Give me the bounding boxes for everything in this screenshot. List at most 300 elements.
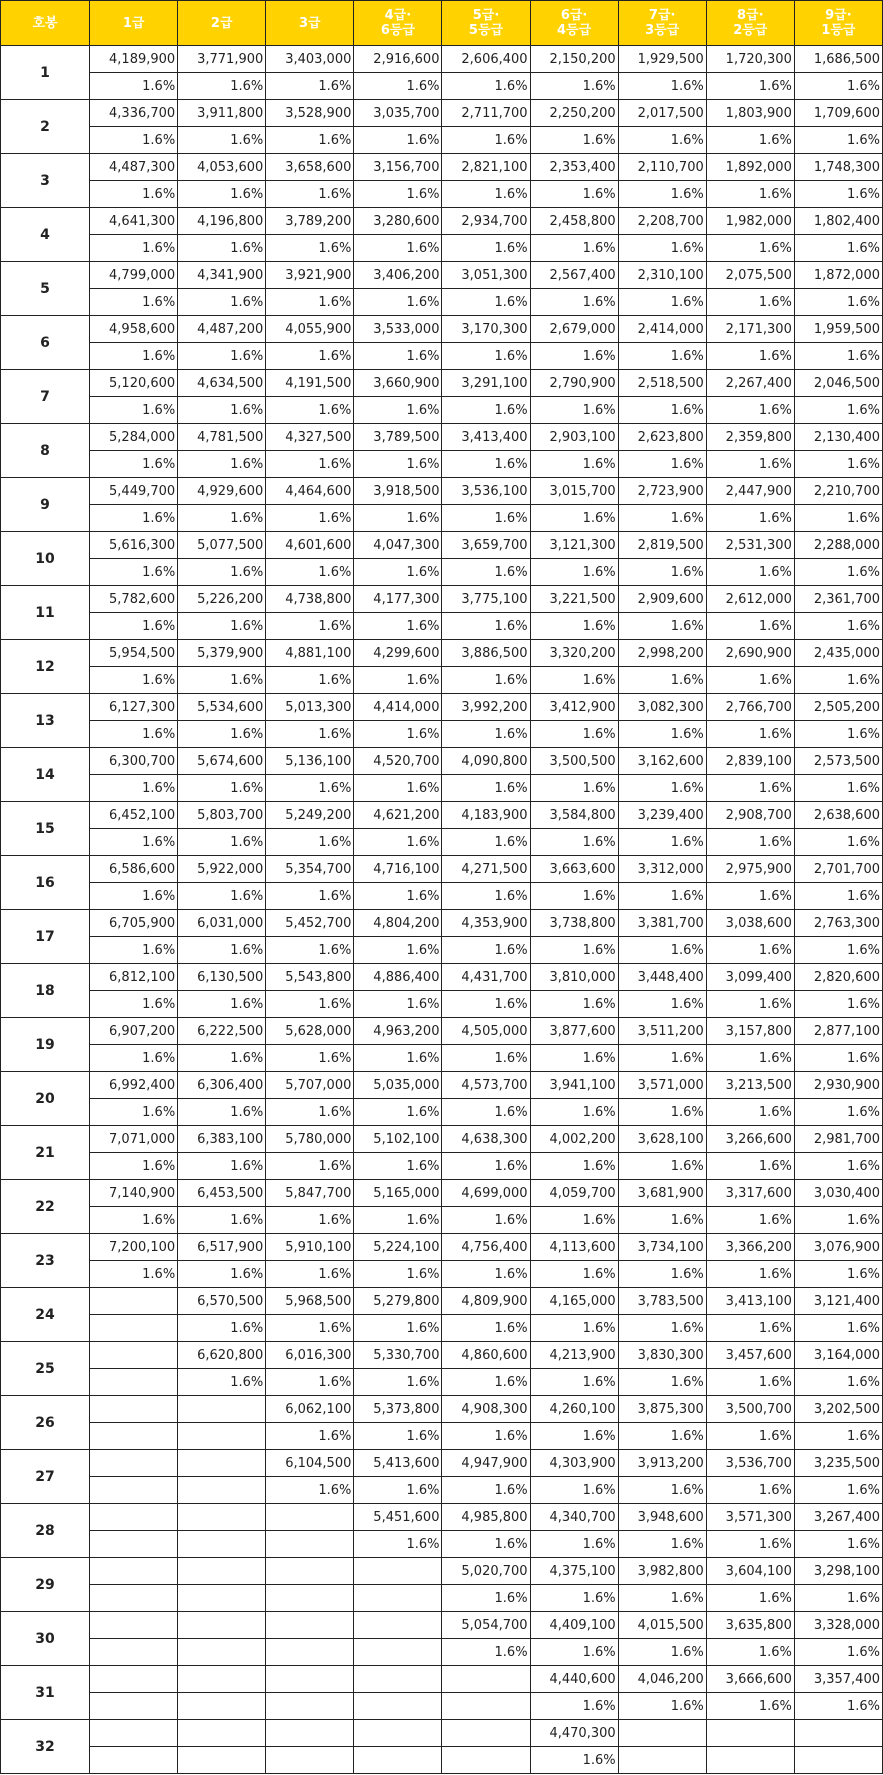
amount-cell: 4,929,600 — [178, 478, 266, 505]
amount-cell: 3,783,500 — [618, 1288, 706, 1315]
rate-cell: 1.6% — [794, 1693, 882, 1720]
rate-cell: 1.6% — [90, 1261, 178, 1288]
rate-cell — [178, 1693, 266, 1720]
rate-cell: 1.6% — [266, 235, 354, 262]
rate-cell: 1.6% — [618, 397, 706, 424]
rate-cell: 1.6% — [178, 883, 266, 910]
rate-cell: 1.6% — [442, 775, 530, 802]
table-row-amount — [1, 154, 883, 181]
rate-cell: 1.6% — [442, 559, 530, 586]
amount-cell — [266, 1666, 354, 1693]
amount-cell: 3,775,100 — [442, 586, 530, 613]
rate-cell: 1.6% — [266, 1477, 354, 1504]
rate-cell: 1.6% — [794, 127, 882, 154]
rate-cell: 1.6% — [442, 1261, 530, 1288]
rate-cell: 1.6% — [794, 181, 882, 208]
rate-cell: 1.6% — [354, 127, 442, 154]
amount-cell: 2,573,500 — [794, 748, 882, 775]
rate-cell — [90, 1315, 178, 1342]
rate-cell: 1.6% — [90, 1153, 178, 1180]
amount-cell: 2,790,900 — [530, 370, 618, 397]
amount-cell: 2,877,100 — [794, 1018, 882, 1045]
rate-cell: 1.6% — [530, 613, 618, 640]
amount-cell — [618, 1720, 706, 1747]
header-grade: 9급· 1등급 — [794, 1, 882, 46]
hobong-cell: 10 — [1, 532, 90, 586]
amount-cell: 3,202,500 — [794, 1396, 882, 1423]
amount-cell: 4,189,900 — [90, 46, 178, 73]
amount-cell: 4,213,900 — [530, 1342, 618, 1369]
table-row-amount — [1, 1126, 883, 1153]
table-row-rate — [1, 1315, 883, 1342]
amount-cell — [90, 1396, 178, 1423]
rate-cell: 1.6% — [530, 937, 618, 964]
rate-cell: 1.6% — [442, 1639, 530, 1666]
amount-cell: 3,448,400 — [618, 964, 706, 991]
table-row-amount — [1, 964, 883, 991]
hobong-cell: 24 — [1, 1288, 90, 1342]
hobong-cell: 12 — [1, 640, 90, 694]
amount-cell: 1,720,300 — [706, 46, 794, 73]
rate-cell: 1.6% — [794, 1261, 882, 1288]
amount-cell: 3,738,800 — [530, 910, 618, 937]
table-row-rate — [1, 1261, 883, 1288]
amount-cell: 3,628,100 — [618, 1126, 706, 1153]
rate-cell: 1.6% — [90, 1045, 178, 1072]
amount-cell — [90, 1450, 178, 1477]
rate-cell: 1.6% — [442, 1423, 530, 1450]
header-grade: 8급· 2등급 — [706, 1, 794, 46]
rate-cell: 1.6% — [530, 397, 618, 424]
amount-cell: 6,222,500 — [178, 1018, 266, 1045]
amount-cell: 3,911,800 — [178, 100, 266, 127]
amount-cell: 2,567,400 — [530, 262, 618, 289]
table-row-rate — [1, 1585, 883, 1612]
amount-cell: 2,701,700 — [794, 856, 882, 883]
table-row-rate — [1, 1639, 883, 1666]
amount-cell: 7,140,900 — [90, 1180, 178, 1207]
rate-cell: 1.6% — [90, 289, 178, 316]
rate-cell: 1.6% — [178, 343, 266, 370]
rate-cell: 1.6% — [90, 505, 178, 532]
rate-cell: 1.6% — [794, 1207, 882, 1234]
rate-cell: 1.6% — [90, 559, 178, 586]
amount-cell: 3,082,300 — [618, 694, 706, 721]
rate-cell: 1.6% — [354, 991, 442, 1018]
hobong-cell: 5 — [1, 262, 90, 316]
amount-cell: 4,716,100 — [354, 856, 442, 883]
rate-cell: 1.6% — [266, 1315, 354, 1342]
amount-cell: 1,892,000 — [706, 154, 794, 181]
rate-cell: 1.6% — [178, 127, 266, 154]
amount-cell: 3,500,700 — [706, 1396, 794, 1423]
amount-cell: 3,413,100 — [706, 1288, 794, 1315]
amount-cell: 2,518,500 — [618, 370, 706, 397]
amount-cell: 3,913,200 — [618, 1450, 706, 1477]
table-row-rate — [1, 1747, 883, 1774]
rate-cell: 1.6% — [530, 1747, 618, 1774]
amount-cell: 4,804,200 — [354, 910, 442, 937]
amount-cell: 4,886,400 — [354, 964, 442, 991]
rate-cell: 1.6% — [618, 1045, 706, 1072]
amount-cell: 3,403,000 — [266, 46, 354, 73]
rate-cell: 1.6% — [354, 1207, 442, 1234]
rate-cell: 1.6% — [530, 829, 618, 856]
rate-cell — [354, 1693, 442, 1720]
rate-cell: 1.6% — [530, 1423, 618, 1450]
amount-cell: 3,660,900 — [354, 370, 442, 397]
rate-cell: 1.6% — [266, 73, 354, 100]
hobong-cell: 22 — [1, 1180, 90, 1234]
amount-cell: 3,328,000 — [794, 1612, 882, 1639]
table-row-amount — [1, 1018, 883, 1045]
amount-cell: 5,413,600 — [354, 1450, 442, 1477]
rate-cell: 1.6% — [706, 1369, 794, 1396]
rate-cell: 1.6% — [706, 1585, 794, 1612]
rate-cell: 1.6% — [178, 991, 266, 1018]
amount-cell: 4,985,800 — [442, 1504, 530, 1531]
amount-cell: 6,517,900 — [178, 1234, 266, 1261]
rate-cell: 1.6% — [90, 1099, 178, 1126]
amount-cell: 3,528,900 — [266, 100, 354, 127]
amount-cell — [266, 1504, 354, 1531]
table-row-amount — [1, 532, 883, 559]
table-row-rate — [1, 343, 883, 370]
amount-cell: 2,150,200 — [530, 46, 618, 73]
amount-cell: 2,679,000 — [530, 316, 618, 343]
rate-cell: 1.6% — [618, 1423, 706, 1450]
rate-cell: 1.6% — [618, 127, 706, 154]
rate-cell: 1.6% — [442, 451, 530, 478]
amount-cell: 4,601,600 — [266, 532, 354, 559]
amount-cell: 3,221,500 — [530, 586, 618, 613]
amount-cell: 3,992,200 — [442, 694, 530, 721]
amount-cell: 2,435,000 — [794, 640, 882, 667]
amount-cell: 4,002,200 — [530, 1126, 618, 1153]
rate-cell: 1.6% — [90, 775, 178, 802]
amount-cell — [90, 1666, 178, 1693]
amount-cell: 4,047,300 — [354, 532, 442, 559]
rate-cell: 1.6% — [706, 181, 794, 208]
rate-cell: 1.6% — [530, 505, 618, 532]
table-row-rate — [1, 1153, 883, 1180]
rate-cell: 1.6% — [706, 1207, 794, 1234]
amount-cell: 5,284,000 — [90, 424, 178, 451]
rate-cell: 1.6% — [266, 397, 354, 424]
amount-cell: 5,035,000 — [354, 1072, 442, 1099]
amount-cell: 5,226,200 — [178, 586, 266, 613]
rate-cell: 1.6% — [266, 883, 354, 910]
rate-cell: 1.6% — [794, 1423, 882, 1450]
table-row-amount — [1, 100, 883, 127]
amount-cell — [266, 1558, 354, 1585]
rate-cell: 1.6% — [354, 937, 442, 964]
table-header — [1, 1, 883, 46]
rate-cell: 1.6% — [706, 505, 794, 532]
amount-cell: 2,458,800 — [530, 208, 618, 235]
rate-cell: 1.6% — [706, 667, 794, 694]
rate-cell: 1.6% — [178, 235, 266, 262]
rate-cell: 1.6% — [354, 829, 442, 856]
table-row-amount — [1, 640, 883, 667]
amount-cell: 3,571,000 — [618, 1072, 706, 1099]
table-row-amount — [1, 1234, 883, 1261]
rate-cell: 1.6% — [706, 397, 794, 424]
rate-cell: 1.6% — [794, 1639, 882, 1666]
rate-cell: 1.6% — [618, 721, 706, 748]
rate-cell: 1.6% — [354, 559, 442, 586]
rate-cell: 1.6% — [530, 721, 618, 748]
amount-cell: 3,030,400 — [794, 1180, 882, 1207]
rate-cell: 1.6% — [178, 181, 266, 208]
amount-cell: 4,809,900 — [442, 1288, 530, 1315]
rate-cell: 1.6% — [266, 775, 354, 802]
amount-cell: 3,877,600 — [530, 1018, 618, 1045]
rate-cell: 1.6% — [354, 397, 442, 424]
amount-cell: 3,076,900 — [794, 1234, 882, 1261]
amount-cell: 6,127,300 — [90, 694, 178, 721]
header-grade: 6급· 4등급 — [530, 1, 618, 46]
rate-cell: 1.6% — [618, 451, 706, 478]
amount-cell — [266, 1612, 354, 1639]
amount-cell: 2,414,000 — [618, 316, 706, 343]
amount-cell: 2,505,200 — [794, 694, 882, 721]
rate-cell: 1.6% — [354, 1099, 442, 1126]
amount-cell: 4,053,600 — [178, 154, 266, 181]
table-row-rate — [1, 1099, 883, 1126]
table-row-amount — [1, 856, 883, 883]
rate-cell: 1.6% — [178, 1207, 266, 1234]
amount-cell: 3,164,000 — [794, 1342, 882, 1369]
amount-cell: 3,830,300 — [618, 1342, 706, 1369]
rate-cell: 1.6% — [618, 1153, 706, 1180]
amount-cell: 6,300,700 — [90, 748, 178, 775]
rate-cell: 1.6% — [706, 451, 794, 478]
rate-cell: 1.6% — [178, 1369, 266, 1396]
amount-cell: 5,102,100 — [354, 1126, 442, 1153]
rate-cell: 1.6% — [90, 181, 178, 208]
rate-cell — [90, 1477, 178, 1504]
rate-cell — [90, 1693, 178, 1720]
rate-cell: 1.6% — [354, 1315, 442, 1342]
amount-cell: 3,320,200 — [530, 640, 618, 667]
amount-cell: 2,361,700 — [794, 586, 882, 613]
rate-cell: 1.6% — [706, 343, 794, 370]
table-row-amount — [1, 694, 883, 721]
table-row-amount — [1, 1288, 883, 1315]
amount-cell: 3,511,200 — [618, 1018, 706, 1045]
amount-cell: 2,930,900 — [794, 1072, 882, 1099]
amount-cell: 3,921,900 — [266, 262, 354, 289]
rate-cell — [90, 1369, 178, 1396]
rate-cell: 1.6% — [618, 235, 706, 262]
rate-cell: 1.6% — [706, 1045, 794, 1072]
rate-cell: 1.6% — [794, 1369, 882, 1396]
amount-cell: 2,690,900 — [706, 640, 794, 667]
rate-cell: 1.6% — [794, 73, 882, 100]
amount-cell — [90, 1720, 178, 1747]
amount-cell: 2,975,900 — [706, 856, 794, 883]
amount-cell — [90, 1612, 178, 1639]
rate-cell: 1.6% — [706, 1639, 794, 1666]
rate-cell: 1.6% — [618, 775, 706, 802]
amount-cell: 3,982,800 — [618, 1558, 706, 1585]
rate-cell: 1.6% — [178, 1099, 266, 1126]
rate-cell: 1.6% — [706, 1693, 794, 1720]
amount-cell: 5,077,500 — [178, 532, 266, 559]
rate-cell: 1.6% — [530, 559, 618, 586]
amount-cell: 4,947,900 — [442, 1450, 530, 1477]
amount-cell: 4,470,300 — [530, 1720, 618, 1747]
header-row — [1, 1, 883, 46]
amount-cell: 5,628,000 — [266, 1018, 354, 1045]
rate-cell: 1.6% — [530, 883, 618, 910]
rate-cell: 1.6% — [706, 829, 794, 856]
amount-cell — [178, 1504, 266, 1531]
amount-cell: 5,616,300 — [90, 532, 178, 559]
rate-cell: 1.6% — [530, 451, 618, 478]
amount-cell: 2,623,800 — [618, 424, 706, 451]
rate-cell: 1.6% — [354, 343, 442, 370]
amount-cell: 2,171,300 — [706, 316, 794, 343]
amount-cell: 2,839,100 — [706, 748, 794, 775]
rate-cell: 1.6% — [442, 1585, 530, 1612]
rate-cell: 1.6% — [618, 1693, 706, 1720]
amount-cell: 3,536,100 — [442, 478, 530, 505]
rate-cell: 1.6% — [530, 1531, 618, 1558]
table-row-rate — [1, 1531, 883, 1558]
hobong-cell: 1 — [1, 46, 90, 100]
amount-cell: 3,157,800 — [706, 1018, 794, 1045]
amount-cell: 6,570,500 — [178, 1288, 266, 1315]
header-grade: 5급· 5등급 — [442, 1, 530, 46]
rate-cell: 1.6% — [618, 1099, 706, 1126]
hobong-cell: 4 — [1, 208, 90, 262]
amount-cell: 1,959,500 — [794, 316, 882, 343]
amount-cell: 2,267,400 — [706, 370, 794, 397]
rate-cell: 1.6% — [178, 1045, 266, 1072]
rate-cell: 1.6% — [354, 775, 442, 802]
rate-cell: 1.6% — [266, 829, 354, 856]
amount-cell: 5,803,700 — [178, 802, 266, 829]
amount-cell: 5,330,700 — [354, 1342, 442, 1369]
rate-cell: 1.6% — [266, 1099, 354, 1126]
hobong-cell: 3 — [1, 154, 90, 208]
amount-cell: 3,635,800 — [706, 1612, 794, 1639]
rate-cell: 1.6% — [266, 613, 354, 640]
amount-cell: 3,875,300 — [618, 1396, 706, 1423]
amount-cell: 2,612,000 — [706, 586, 794, 613]
amount-cell: 4,191,500 — [266, 370, 354, 397]
rate-cell: 1.6% — [178, 505, 266, 532]
amount-cell: 3,536,700 — [706, 1450, 794, 1477]
header-grade: 7급· 3등급 — [618, 1, 706, 46]
amount-cell — [178, 1720, 266, 1747]
amount-cell: 1,982,000 — [706, 208, 794, 235]
rate-cell: 1.6% — [794, 991, 882, 1018]
amount-cell — [90, 1342, 178, 1369]
amount-cell: 4,464,600 — [266, 478, 354, 505]
rate-cell: 1.6% — [706, 73, 794, 100]
rate-cell: 1.6% — [354, 1261, 442, 1288]
amount-cell: 2,606,400 — [442, 46, 530, 73]
hobong-cell: 27 — [1, 1450, 90, 1504]
amount-cell: 5,249,200 — [266, 802, 354, 829]
rate-cell: 1.6% — [794, 1153, 882, 1180]
amount-cell: 4,638,300 — [442, 1126, 530, 1153]
rate-cell: 1.6% — [530, 73, 618, 100]
rate-cell: 1.6% — [530, 1369, 618, 1396]
rate-cell: 1.6% — [794, 451, 882, 478]
amount-cell: 3,280,600 — [354, 208, 442, 235]
amount-cell: 5,780,000 — [266, 1126, 354, 1153]
amount-cell: 3,170,300 — [442, 316, 530, 343]
rate-cell: 1.6% — [530, 1261, 618, 1288]
amount-cell: 1,803,900 — [706, 100, 794, 127]
table-row-amount — [1, 1396, 883, 1423]
table-row-rate — [1, 883, 883, 910]
rate-cell: 1.6% — [266, 1423, 354, 1450]
amount-cell: 4,621,200 — [354, 802, 442, 829]
rate-cell: 1.6% — [354, 613, 442, 640]
table-row-rate — [1, 1045, 883, 1072]
amount-cell: 5,452,700 — [266, 910, 354, 937]
rate-cell: 1.6% — [442, 883, 530, 910]
amount-cell: 2,359,800 — [706, 424, 794, 451]
table-row-rate — [1, 127, 883, 154]
amount-cell: 7,071,000 — [90, 1126, 178, 1153]
table-row-rate — [1, 451, 883, 478]
rate-cell: 1.6% — [90, 613, 178, 640]
table-row-amount — [1, 1666, 883, 1693]
amount-cell: 6,016,300 — [266, 1342, 354, 1369]
rate-cell: 1.6% — [266, 937, 354, 964]
amount-cell: 2,130,400 — [794, 424, 882, 451]
rate-cell: 1.6% — [706, 1477, 794, 1504]
amount-cell — [90, 1558, 178, 1585]
amount-cell — [90, 1504, 178, 1531]
amount-cell: 4,090,800 — [442, 748, 530, 775]
rate-cell: 1.6% — [530, 235, 618, 262]
rate-cell — [618, 1747, 706, 1774]
rate-cell — [178, 1639, 266, 1666]
header-grade: 4급· 6등급 — [354, 1, 442, 46]
amount-cell: 4,113,600 — [530, 1234, 618, 1261]
rate-cell: 1.6% — [354, 883, 442, 910]
rate-cell: 1.6% — [794, 883, 882, 910]
amount-cell: 5,136,100 — [266, 748, 354, 775]
amount-cell: 6,992,400 — [90, 1072, 178, 1099]
hobong-cell: 8 — [1, 424, 90, 478]
rate-cell: 1.6% — [794, 775, 882, 802]
amount-cell — [266, 1720, 354, 1747]
amount-cell: 5,449,700 — [90, 478, 178, 505]
amount-cell: 5,782,600 — [90, 586, 178, 613]
table-row-rate — [1, 721, 883, 748]
rate-cell: 1.6% — [618, 343, 706, 370]
rate-cell: 1.6% — [794, 1045, 882, 1072]
table-row-amount — [1, 1612, 883, 1639]
rate-cell — [90, 1585, 178, 1612]
amount-cell: 5,910,100 — [266, 1234, 354, 1261]
amount-cell: 3,051,300 — [442, 262, 530, 289]
amount-cell: 6,306,400 — [178, 1072, 266, 1099]
rate-cell: 1.6% — [90, 829, 178, 856]
amount-cell: 5,224,100 — [354, 1234, 442, 1261]
rate-cell: 1.6% — [266, 667, 354, 694]
amount-cell: 6,620,800 — [178, 1342, 266, 1369]
amount-cell: 4,573,700 — [442, 1072, 530, 1099]
